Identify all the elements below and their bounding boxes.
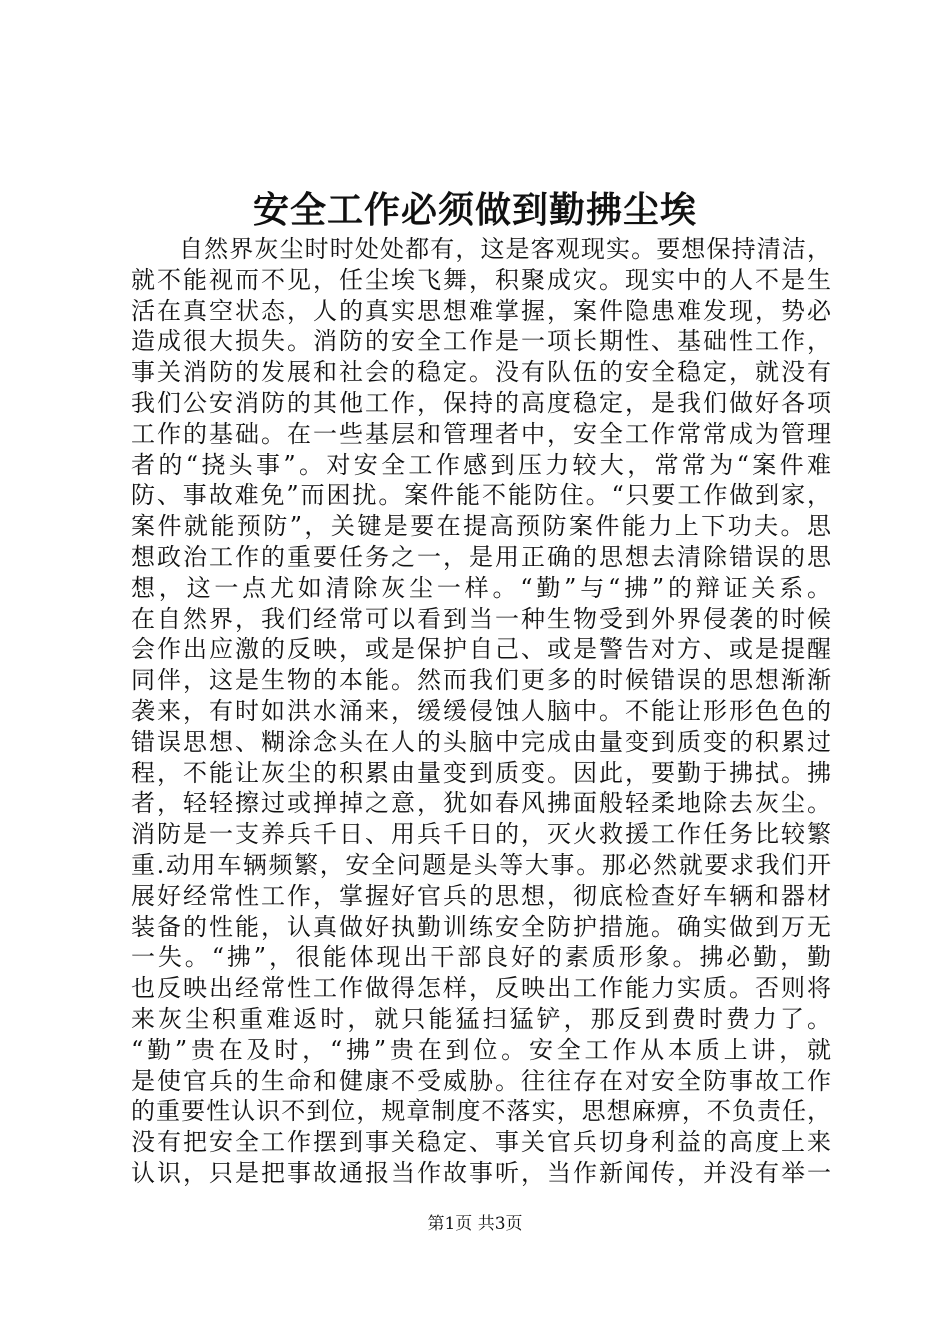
body-paragraph [131, 234, 831, 1189]
text-line: 自然界灰尘时时处处都有，这是客观现实。要想保持清洁， [179, 235, 831, 263]
text-line: 者，轻轻擦过或掸掉之意，犹如春风拂面般轻柔地除去灰尘。 [131, 789, 831, 818]
text-line: 会作出应激的反映，或是保护自己、或是警告对方、或是提醒 [131, 635, 831, 664]
text-line: 消防是一支养兵千日、用兵千日的，灭火救援工作任务比较繁 [131, 820, 831, 849]
text-line: 展好经常性工作，掌握好官兵的思想，彻底检查好车辆和器材 [131, 881, 831, 910]
text-line: 我们公安消防的其他工作，保持的高度稳定，是我们做好各项 [131, 388, 831, 417]
text-line: “勤”贵在及时，“拂”贵在到位。安全工作从本质上讲，就 [131, 1035, 831, 1064]
text-line: 活在真空状态，人的真实思想难掌握，案件隐患难发现，势必 [131, 296, 831, 325]
text-line: 想，这一点尤如清除灰尘一样。“勤”与“拂”的辩证关系。 [131, 573, 831, 602]
text-line: 防、事故难免”而困扰。案件能不能防住。“只要工作做到家， [131, 481, 831, 510]
text-line: 袭来，有时如洪水涌来，缓缓侵蚀人脑中。不能让形形色色的 [131, 696, 831, 725]
text-line: 就不能视而不见，任尘埃飞舞，积聚成灾。现实中的人不是生 [131, 265, 831, 294]
text-line: 工作的基础。在一些基层和管理者中，安全工作常常成为管理 [131, 419, 831, 448]
text-line: 重.动用车辆频繁，安全问题是头等大事。那必然就要求我们开 [131, 850, 831, 879]
text-line: 一失。“拂”，很能体现出干部良好的素质形象。拂必勤，勤 [131, 943, 831, 972]
text-line: 错误思想、糊涂念头在人的头脑中完成由量变到质变的积累过 [131, 727, 831, 756]
text-line: 案件就能预防”，关键是要在提高预防案件能力上下功夫。思 [131, 512, 831, 541]
document-title: 安全工作必须做到勤拂尘埃 [252, 189, 697, 231]
text-line: 者的“挠头事”。对安全工作感到压力较大，常常为“案件难 [131, 450, 831, 479]
text-line: 装备的性能，认真做好执勤训练安全防护措施。确实做到万无 [131, 912, 831, 941]
text-line: 想政治工作的重要任务之一，是用正确的思想去清除错误的思 [131, 542, 831, 571]
text-line: 来灰尘积重难返时，就只能猛扫猛铲，那反到费时费力了。 [131, 1004, 831, 1033]
text-line: 认识，只是把事故通报当作故事听，当作新闻传，并没有举一 [131, 1158, 831, 1187]
text-line: 没有把安全工作摆到事关稳定、事关官兵切身利益的高度上来 [131, 1128, 831, 1157]
text-line: 事关消防的发展和社会的稳定。没有队伍的安全稳定，就没有 [131, 358, 831, 387]
text-line: 同伴，这是生物的本能。然而我们更多的时候错误的思想渐渐 [131, 666, 831, 695]
text-line: 也反映出经常性工作做得怎样，反映出工作能力实质。否则将 [131, 974, 831, 1003]
text-line: 的重要性认识不到位，规章制度不落实，思想麻痹，不负责任， [131, 1097, 831, 1126]
text-line: 造成很大损失。消防的安全工作是一项长期性、基础性工作， [131, 327, 831, 356]
text-line: 在自然界，我们经常可以看到当一种生物受到外界侵袭的时候 [131, 604, 831, 633]
page-footer: 第1页 共3页 [427, 1214, 523, 1234]
text-line: 是使官兵的生命和健康不受威胁。往往存在对安全防事故工作 [131, 1066, 831, 1095]
text-line: 程，不能让灰尘的积累由量变到质变。因此，要勤于拂拭。拂 [131, 758, 831, 787]
